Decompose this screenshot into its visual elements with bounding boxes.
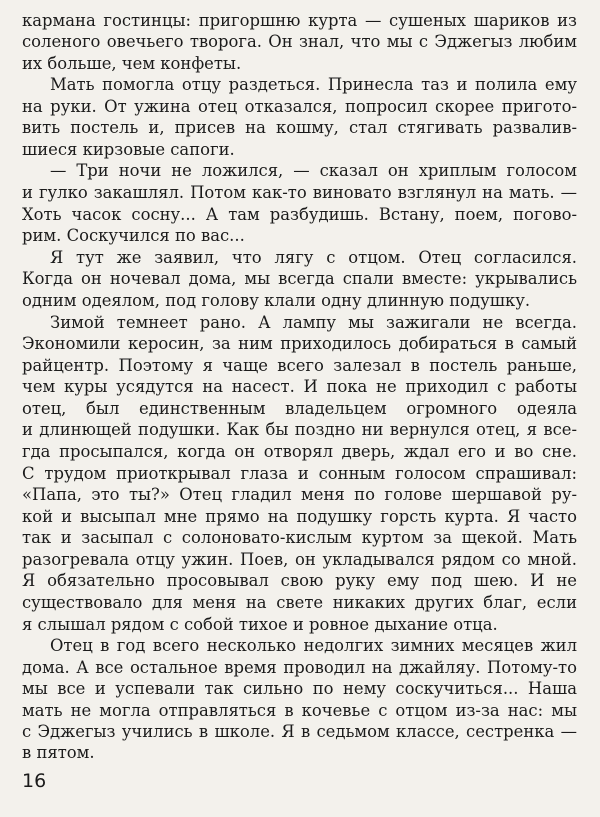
text-line: соленого овечьего творога. Он знал, что мы с Эджегыз любим bbox=[22, 32, 577, 51]
text-line: дома. А все остальное время проводил на джайляу. Потому-то bbox=[22, 658, 577, 677]
text-line: одним одеялом, под голову клали одну длинную подушку. bbox=[22, 291, 531, 310]
text-line: шиеся кирзовые сапоги. bbox=[22, 140, 235, 159]
text-line: мать не могла отправляться в кочевье с отцом из-за нас: мы bbox=[22, 701, 577, 720]
text-line: гда просыпался, когда он отворял дверь, ждал его и во сне. bbox=[22, 442, 577, 461]
text-line: Хоть часок сосну... А там разбудишь. Встану, поем, погово- bbox=[22, 205, 577, 224]
text-line: «Папа, это ты?» Отец гладил меня по голове шершавой ру- bbox=[22, 485, 577, 504]
text-line: — Три ночи не ложился, — сказал он хриплым голосом bbox=[50, 161, 577, 180]
text-line: и длинющей подушки. Как бы поздно ни вернулся отец, я все- bbox=[22, 420, 577, 439]
text-line: райцентр. Поэтому я чаще всего залезал в постель раньше, bbox=[22, 356, 577, 375]
text-line: С трудом приоткрывал глаза и сонным голосом спрашивал: bbox=[22, 464, 577, 483]
text-line: вить постель и, присев на кошму, стал стягивать развалив- bbox=[22, 118, 577, 137]
text-line: в пятом. bbox=[22, 743, 95, 762]
text-line: кой и высыпал мне прямо на подушку горсть курта. Я часто bbox=[22, 507, 577, 526]
text-line: Когда он ночевал дома, мы всегда спали вместе: укрывались bbox=[22, 269, 577, 288]
text-line: и гулко закашлял. Потом как-то виновато взглянул на мать. — bbox=[22, 183, 577, 202]
text-line: Я обязательно просовывал свою руку ему под шею. И не bbox=[22, 571, 577, 590]
text-line: Я тут же заявил, что лягу с отцом. Отец согласился. bbox=[50, 248, 577, 267]
text-line: так и засыпал с солоновато-кислым куртом за щекой. Мать bbox=[22, 528, 577, 547]
page-number: 16 bbox=[22, 770, 47, 792]
text-line: рим. Соскучился по вас... bbox=[22, 226, 245, 245]
text-line: я слышал рядом с собой тихое и ровное дыхание отца. bbox=[22, 615, 498, 634]
text-line: Отец в год всего несколько недолгих зимних месяцев жил bbox=[50, 636, 577, 655]
text-line: существовало для меня на свете никаких других благ, если bbox=[22, 593, 577, 612]
text-line: на руки. От ужина отец отказался, попросил скорее пригото- bbox=[22, 97, 577, 116]
text-line: Зимой темнеет рано. А лампу мы зажигали не всегда. bbox=[50, 313, 577, 332]
text-line: отец, был единственным владельцем огромного одеяла bbox=[22, 399, 577, 418]
text-line: Мать помогла отцу раздеться. Принесла таз и полила ему bbox=[50, 75, 577, 94]
text-line: с Эджегыз учились в школе. Я в седьмом классе, сестренка — bbox=[22, 722, 577, 741]
text-line: их больше, чем конфеты. bbox=[22, 54, 242, 73]
text-line: кармана гостинцы: пригоршню курта — сушеных шариков из bbox=[22, 11, 577, 30]
text-line: разогревала отцу ужин. Поев, он укладывался рядом со мной. bbox=[22, 550, 577, 569]
text-line: Экономили керосин, за ним приходилось добираться в самый bbox=[22, 334, 577, 353]
text-line: мы все и успевали так сильно по нему соскучиться... Наша bbox=[22, 679, 577, 698]
text-line: чем куры усядутся на насест. И пока не приходил с работы bbox=[22, 377, 577, 396]
